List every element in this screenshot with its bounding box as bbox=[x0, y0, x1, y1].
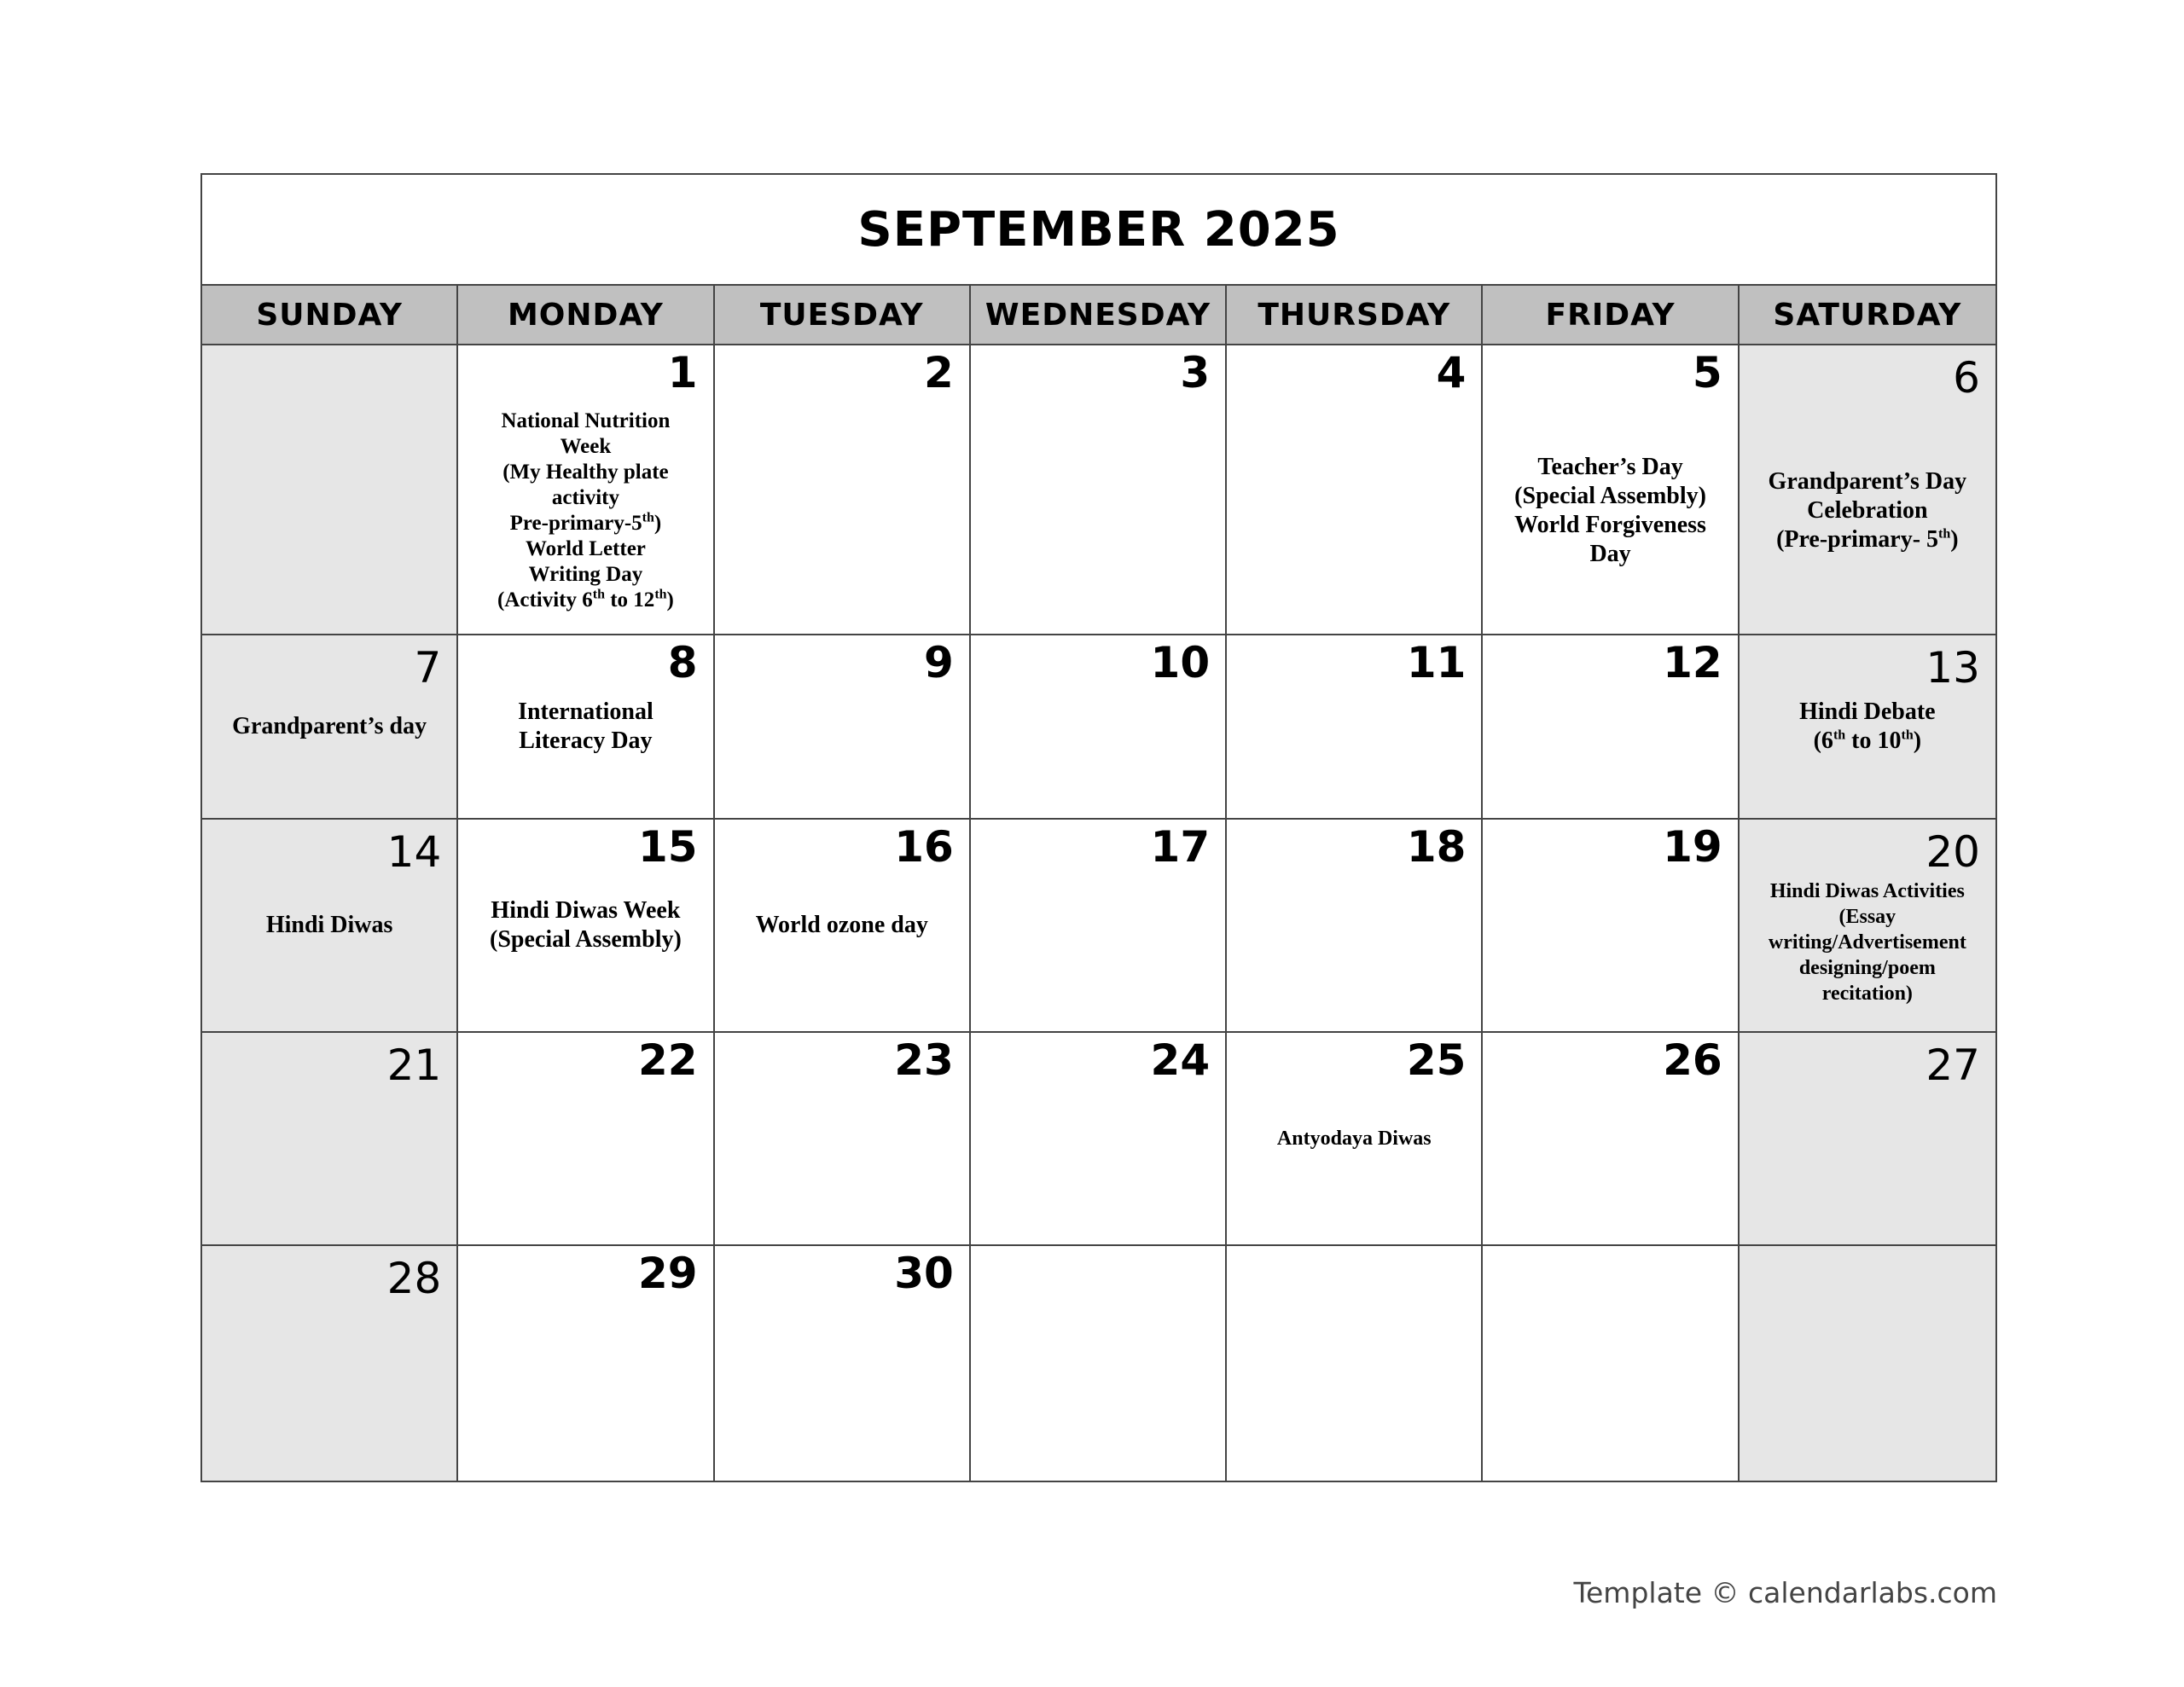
event-text: International bbox=[518, 698, 653, 725]
day-cell-21 bbox=[202, 1033, 458, 1246]
day-event bbox=[222, 712, 437, 741]
day-number: 3 bbox=[1180, 348, 1211, 397]
day-number: 2 bbox=[924, 348, 954, 397]
event-text: Antyodaya Diwas bbox=[1276, 1128, 1432, 1150]
day-number: 30 bbox=[894, 1249, 954, 1298]
day-event bbox=[479, 896, 692, 954]
day-number: 24 bbox=[1150, 1035, 1211, 1085]
day-cell-13 bbox=[1740, 635, 1995, 820]
event-line bbox=[1769, 981, 1966, 1006]
event-text: World ozone day bbox=[755, 911, 928, 938]
day-cell-17 bbox=[971, 820, 1227, 1033]
day-number: 15 bbox=[637, 822, 698, 872]
ordinal-suffix: th bbox=[592, 587, 605, 602]
day-cell-28 bbox=[202, 1246, 458, 1481]
day-cell-2 bbox=[715, 345, 971, 635]
weekday-monday: MONDAY bbox=[458, 286, 714, 344]
day-cell-8 bbox=[458, 635, 714, 820]
event-text: Week bbox=[560, 435, 612, 458]
day-cell-6 bbox=[1740, 345, 1995, 635]
day-number: 4 bbox=[1436, 348, 1467, 397]
day-cell-23 bbox=[715, 1033, 971, 1246]
event-text: (Activity 6 bbox=[497, 588, 593, 612]
empty-day-cell bbox=[1740, 1246, 1995, 1481]
event-text: Pre-primary-5 bbox=[509, 512, 642, 535]
day-event bbox=[256, 911, 404, 940]
calendar bbox=[200, 173, 1997, 1482]
day-cell-27 bbox=[1740, 1033, 1995, 1246]
day-number: 26 bbox=[1663, 1035, 1722, 1085]
day-cell-30 bbox=[715, 1246, 971, 1481]
day-number: 7 bbox=[414, 643, 442, 693]
day-number: 8 bbox=[667, 638, 698, 687]
event-line bbox=[490, 896, 682, 925]
weekday-sunday: SUNDAY bbox=[202, 286, 458, 344]
event-text: Writing Day bbox=[528, 563, 643, 586]
day-event bbox=[746, 911, 938, 940]
ordinal-suffix: th bbox=[1901, 728, 1914, 743]
day-cell-16 bbox=[715, 820, 971, 1033]
event-text: National Nutrition bbox=[501, 409, 671, 432]
day-number: 23 bbox=[894, 1035, 954, 1085]
event-line bbox=[1277, 1126, 1432, 1151]
event-line bbox=[497, 460, 674, 485]
event-line bbox=[497, 434, 674, 460]
event-text: (Special Assembly) bbox=[490, 926, 682, 953]
weekday-wednesday: WEDNESDAY bbox=[971, 286, 1227, 344]
event-line bbox=[497, 536, 674, 562]
day-cell-25 bbox=[1227, 1033, 1483, 1246]
event-line bbox=[266, 911, 393, 940]
event-text: ) bbox=[666, 588, 674, 612]
calendar-grid bbox=[202, 345, 1995, 1481]
empty-day-cell bbox=[1483, 1246, 1739, 1481]
event-line bbox=[497, 511, 674, 536]
day-number: 11 bbox=[1406, 638, 1467, 687]
event-line bbox=[1514, 482, 1706, 511]
event-line bbox=[1799, 727, 1935, 756]
title-bar bbox=[202, 175, 1995, 286]
weekday-header-row bbox=[202, 286, 1995, 345]
day-event bbox=[1758, 467, 1978, 554]
empty-day-cell bbox=[202, 345, 458, 635]
day-cell-1 bbox=[458, 345, 714, 635]
weekday-thursday: THURSDAY bbox=[1227, 286, 1483, 344]
day-cell-11 bbox=[1227, 635, 1483, 820]
weekday-friday: FRIDAY bbox=[1483, 286, 1739, 344]
day-number: 19 bbox=[1663, 822, 1722, 872]
event-text: writing/Advertisement bbox=[1768, 931, 1966, 954]
day-number: 13 bbox=[1926, 643, 1980, 693]
event-text: to 12 bbox=[604, 588, 655, 612]
day-number: 25 bbox=[1406, 1035, 1467, 1085]
template-credit: Template © calendarlabs.com bbox=[1573, 1576, 1997, 1609]
event-text: Hindi Diwas bbox=[265, 911, 393, 938]
day-number: 5 bbox=[1692, 348, 1722, 397]
empty-day-cell bbox=[971, 1246, 1227, 1481]
day-number: 16 bbox=[894, 822, 954, 872]
day-cell-26 bbox=[1483, 1033, 1739, 1246]
event-line bbox=[497, 588, 674, 613]
event-line bbox=[497, 562, 674, 588]
event-text: activity bbox=[551, 486, 619, 509]
event-line bbox=[1769, 467, 1967, 496]
event-text: designing/poem bbox=[1798, 957, 1936, 979]
event-text: ) bbox=[1913, 728, 1922, 754]
event-line bbox=[756, 911, 928, 940]
day-cell-10 bbox=[971, 635, 1227, 820]
empty-day-cell bbox=[1227, 1246, 1483, 1481]
event-line bbox=[1769, 878, 1966, 904]
day-event bbox=[1758, 878, 1977, 1006]
event-text: (Pre-primary- 5 bbox=[1776, 526, 1939, 554]
day-number: 1 bbox=[667, 348, 698, 397]
event-text: Grandparent’s Day bbox=[1768, 467, 1967, 495]
event-text: (My Healthy plate bbox=[502, 461, 669, 484]
weekday-tuesday: TUESDAY bbox=[715, 286, 971, 344]
day-number: 18 bbox=[1406, 822, 1467, 872]
day-cell-12 bbox=[1483, 635, 1739, 820]
event-text: Hindi Debate bbox=[1799, 698, 1936, 725]
ordinal-suffix: th bbox=[642, 510, 654, 525]
event-line bbox=[1514, 540, 1706, 569]
day-cell-29 bbox=[458, 1246, 714, 1481]
event-text: Literacy Day bbox=[519, 728, 653, 754]
day-number: 22 bbox=[637, 1035, 698, 1085]
day-number: 17 bbox=[1150, 822, 1211, 872]
day-number: 9 bbox=[924, 638, 954, 687]
event-line bbox=[497, 409, 674, 434]
day-cell-20 bbox=[1740, 820, 1995, 1033]
day-cell-7 bbox=[202, 635, 458, 820]
event-text: Celebration bbox=[1807, 496, 1928, 524]
day-cell-24 bbox=[971, 1033, 1227, 1246]
day-cell-18 bbox=[1227, 820, 1483, 1033]
event-line bbox=[1769, 496, 1967, 525]
event-text: (Special Assembly) bbox=[1514, 482, 1706, 509]
calendar-title: SEPTEMBER 2025 bbox=[857, 201, 1340, 258]
ordinal-suffix: th bbox=[1938, 526, 1951, 542]
event-line bbox=[1514, 453, 1706, 482]
event-text: ) bbox=[1950, 526, 1959, 554]
day-number: 21 bbox=[386, 1041, 442, 1090]
event-text: Grandparent’s day bbox=[232, 712, 427, 739]
day-event bbox=[487, 409, 684, 613]
day-event bbox=[1267, 1126, 1442, 1151]
ordinal-suffix: th bbox=[1833, 728, 1846, 743]
event-text: Hindi Diwas Week bbox=[491, 896, 681, 924]
day-number: 28 bbox=[386, 1254, 442, 1303]
day-cell-4 bbox=[1227, 345, 1483, 635]
event-line bbox=[518, 727, 653, 756]
event-line bbox=[490, 925, 682, 954]
event-line bbox=[1769, 930, 1966, 955]
day-event bbox=[1789, 698, 1945, 756]
day-cell-19 bbox=[1483, 820, 1739, 1033]
event-text: (Essay bbox=[1838, 906, 1896, 928]
event-text: ) bbox=[653, 512, 662, 535]
day-cell-15 bbox=[458, 820, 714, 1033]
event-line bbox=[232, 712, 427, 741]
event-text: World Forgiveness bbox=[1514, 512, 1706, 538]
event-line bbox=[1769, 955, 1966, 981]
day-event bbox=[508, 698, 664, 756]
weekday-saturday: SATURDAY bbox=[1773, 297, 1962, 333]
event-text: Hindi Diwas Activities bbox=[1769, 880, 1965, 902]
day-number: 27 bbox=[1926, 1041, 1980, 1090]
day-number: 10 bbox=[1150, 638, 1211, 687]
day-cell-5 bbox=[1483, 345, 1739, 635]
event-line bbox=[1769, 525, 1967, 554]
event-text: Teacher’s Day bbox=[1537, 453, 1683, 480]
day-number: 20 bbox=[1926, 827, 1980, 877]
event-line bbox=[1799, 698, 1935, 727]
day-cell-3 bbox=[971, 345, 1227, 635]
day-number: 6 bbox=[1953, 353, 1980, 403]
event-text: recitation) bbox=[1821, 983, 1913, 1005]
event-line bbox=[518, 698, 653, 727]
event-text: (6 bbox=[1813, 728, 1833, 754]
event-text: to 10 bbox=[1845, 728, 1902, 754]
day-number: 29 bbox=[637, 1249, 698, 1298]
day-event bbox=[1504, 453, 1716, 570]
event-text: Day bbox=[1589, 541, 1631, 568]
day-cell-9 bbox=[715, 635, 971, 820]
day-cell-22 bbox=[458, 1033, 714, 1246]
day-number: 12 bbox=[1663, 638, 1722, 687]
ordinal-suffix: th bbox=[654, 587, 667, 602]
event-line bbox=[1514, 511, 1706, 540]
event-line bbox=[497, 485, 674, 511]
event-text: World Letter bbox=[525, 537, 646, 560]
event-line bbox=[1769, 904, 1966, 930]
day-cell-14 bbox=[202, 820, 458, 1033]
day-number: 14 bbox=[386, 827, 442, 877]
